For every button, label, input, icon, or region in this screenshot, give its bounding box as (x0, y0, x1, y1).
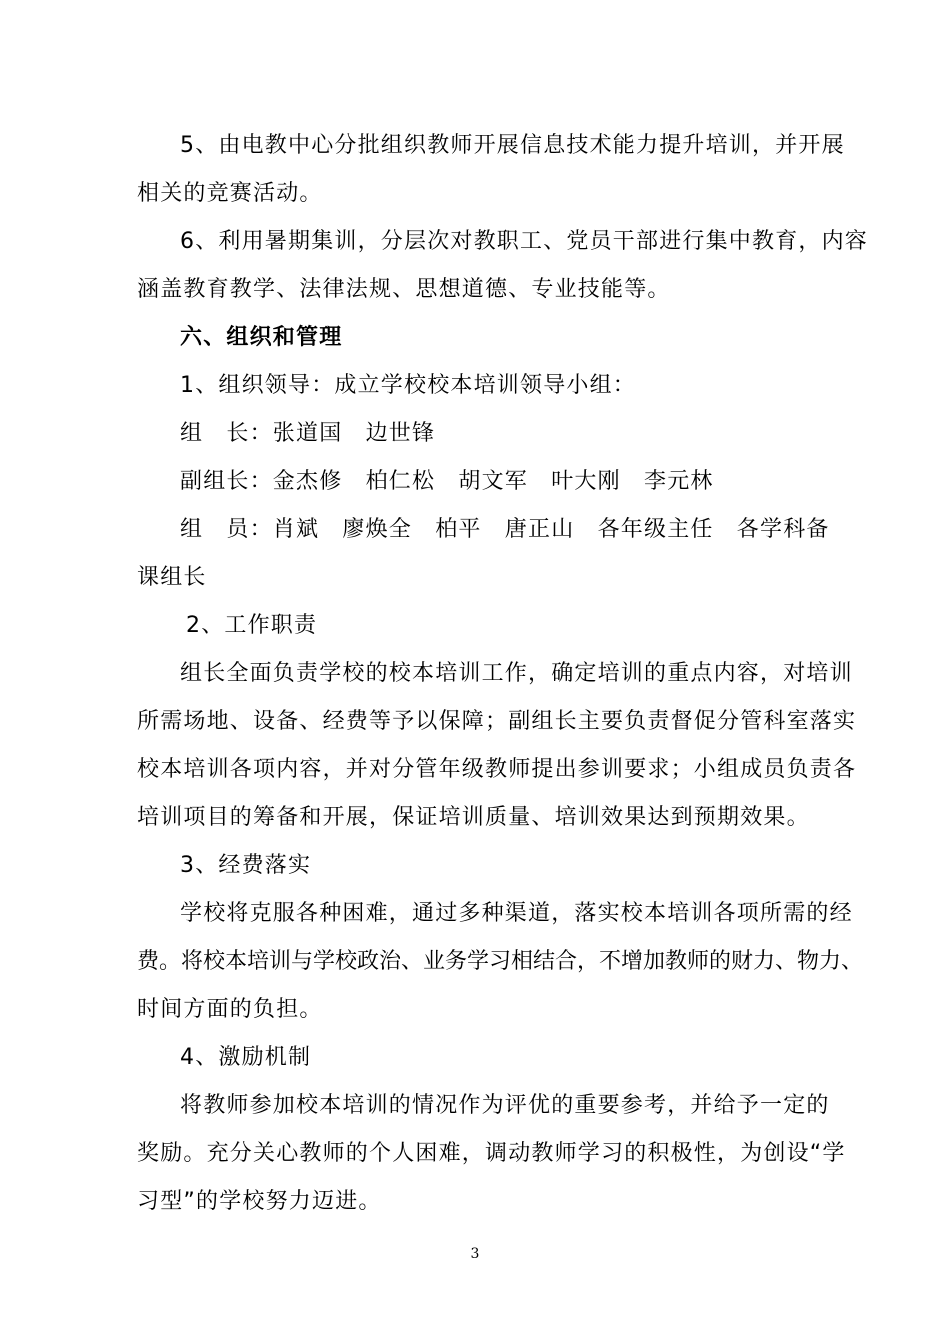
page-number: 3 (470, 1246, 480, 1262)
incentive-line-2: 奖励。充分关心教师的个人困难，调动教师学习的积极性，为创设“学 (137, 1141, 846, 1166)
incentive-line-3: 习型”的学校努力迈进。 (137, 1189, 382, 1214)
incentive-line-1: 将教师参加校本培训的情况作为评优的重要参考，并给予一定的 (180, 1093, 830, 1118)
duties-line-3: 校本培训各项内容，并对分管年级教师提出参训要求；小组成员负责各 (137, 757, 857, 782)
paragraph-5-line-1: 5、由电教中心分批组织教师开展信息技术能力提升培训，并开展 (180, 133, 845, 158)
funding-line-1: 学校将克服各种困难，通过多种渠道，落实校本培训各项所需的经 (180, 901, 853, 926)
deputy-leader-line: 副组长：金杰修 柏仁松 胡文军 叶大刚 李元林 (180, 469, 714, 494)
org-leadership-line: 1、组织领导：成立学校校本培训领导小组： (180, 373, 636, 398)
duties-line-1: 组长全面负责学校的校本培训工作，确定培训的重点内容，对培训 (180, 661, 853, 686)
group-members-line-2: 课组长 (137, 565, 207, 590)
paragraph-5-line-2: 相关的竞赛活动。 (137, 181, 323, 206)
section-heading: 六、组织和管理 (180, 325, 343, 350)
paragraph-6-line-1: 6、利用暑期集训，分层次对教职工、党员干部进行集中教育，内容 (180, 229, 868, 254)
duties-heading: 2、工作职责 (186, 613, 318, 638)
group-leader-line: 组 长：张道国 边世锋 (180, 421, 436, 446)
duties-line-4: 培训项目的筹备和开展，保证培训质量、培训效果达到预期效果。 (137, 805, 810, 830)
duties-line-2: 所需场地、设备、经费等予以保障；副组长主要负责督促分管科室落实 (137, 709, 857, 734)
funding-line-3: 时间方面的负担。 (137, 997, 323, 1022)
funding-line-2: 费。将校本培训与学校政治、业务学习相结合，不增加教师的财力、物力、 (137, 949, 864, 974)
group-members-line-1: 组 员：肖斌 廖焕全 柏平 唐正山 各年级主任 各学科备 (180, 517, 830, 542)
paragraph-6-line-2: 涵盖教育教学、法律法规、思想道德、专业技能等。 (137, 277, 671, 302)
funding-heading: 3、经费落实 (180, 853, 312, 878)
incentive-heading: 4、激励机制 (180, 1045, 312, 1070)
